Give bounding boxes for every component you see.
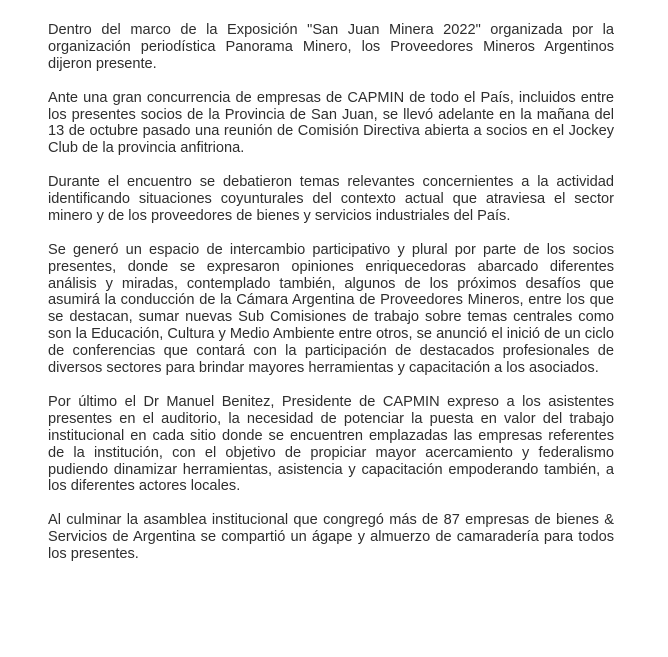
paragraph-meeting: Ante una gran concurrencia de empresas de CAPMIN de todo el País, incluidos entre los presentes socios de la Provincia de San Juan, se llevó adelante en la mañana del 13 de octubre pasado una reunión de Comisión Directiva abierta a socios en el Jockey Club de la provincia anfitriona. [48, 89, 614, 157]
article-body [48, 22, 614, 563]
paragraph-intro: Dentro del marco de la Exposición "San Juan Minera 2022" organizada por la organización periodística Panorama Minero, los Proveedores Mineros Argentinos dijeron presente. [48, 22, 614, 72]
paragraph-president: Por último el Dr Manuel Benitez, Presidente de CAPMIN expreso a los asistentes presentes en el auditorio, la necesidad de potenciar la puesta en valor del trabajo institucional en cada sitio donde se encuentren emplazadas las empresas referentes de la institución, con el objetivo de propiciar mayor acercamiento y federalismo pudiendo dinamizar herramientas, asistencia y capacitación empoderando también, a los diferentes actores locales. [48, 393, 614, 495]
paragraph-exchange: Se generó un espacio de intercambio participativo y plural por parte de los socios presentes, donde se expresaron opiniones enriquecedoras abarcado diferentes análisis y miradas, contemplado también, algunos de los próximos desafíos que asumirá la conducción de la Cámara Argentina de Proveedores Mineros, entre los que se destacan, sumar nuevas Sub Comisiones de trabajo sobre temas centrales como son la Educación, Cultura y Medio Ambiente entre otros, se anunció el inició de un ciclo de conferencias que contará con la participación de destacados profesionales de diversos sectores para brindar mayores herramientas y capacitación a los asociados. [48, 241, 614, 377]
paragraph-closing: Al culminar la asamblea institucional que congregó más de 87 empresas de bienes & Servicios de Argentina se compartió un ágape y almuerzo de camaradería para todos los presentes. [48, 512, 614, 563]
paragraph-debate: Durante el encuentro se debatieron temas relevantes concernientes a la actividad identificando situaciones coyunturales del contexto actual que atraviesa el sector minero y de los proveedores de bienes y servicios industriales del País. [48, 174, 614, 224]
